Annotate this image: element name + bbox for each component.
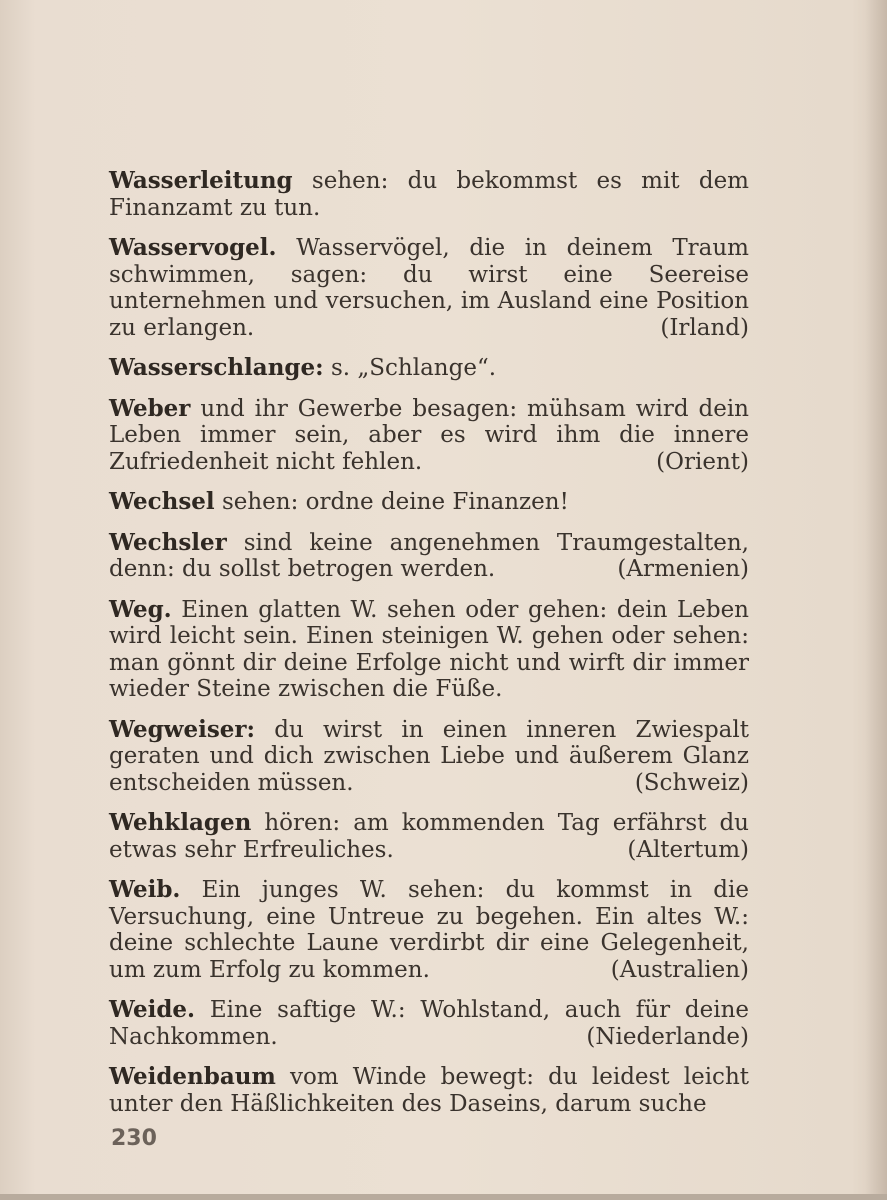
headword: Wechsler bbox=[109, 528, 227, 556]
entry-source: (Irland) bbox=[660, 314, 749, 341]
entry-weide bbox=[109, 997, 749, 1050]
entry-source: (Altertum) bbox=[627, 836, 749, 863]
entry-text: und ihr Gewerbe besagen: mühsam wird dein Leben immer sein, aber es wird ihm die innere Zufriedenheit nicht fehlen. bbox=[109, 395, 749, 475]
entry-weber bbox=[109, 396, 749, 476]
entry-wegweiser bbox=[109, 717, 749, 797]
entry-text: Einen glatten W. sehen oder gehen: dein Leben wird leicht sein. Einen steinigen W. gehen oder sehen: man gönnt dir deine Erfolge nicht und wirft dir immer wieder Steine zwischen die Füße. bbox=[109, 596, 749, 702]
entry-wechsler bbox=[109, 530, 749, 583]
entry-text: hören: am kommenden Tag erfährst du etwas sehr Erfreuliches. bbox=[109, 810, 749, 863]
entry-text: sehen: ordne deine Finanzen! bbox=[214, 489, 569, 515]
entry-wasserleitung bbox=[109, 168, 749, 221]
entry-weidenbaum bbox=[109, 1064, 749, 1117]
entry-weib bbox=[109, 877, 749, 983]
entry-text: s. „Schlange“. bbox=[323, 355, 497, 381]
entry-text: sind keine angenehmen Traumgestalten, denn: du sollst betrogen werden. bbox=[109, 529, 749, 582]
headword: Wehklagen bbox=[109, 809, 252, 836]
headword: Weg. bbox=[109, 595, 172, 623]
entry-weg bbox=[109, 597, 749, 703]
headword: Wechsel bbox=[109, 488, 215, 515]
headword: Wasserleitung bbox=[109, 167, 293, 194]
headword: Wasserschlange: bbox=[109, 354, 324, 381]
headword: Wegweiser: bbox=[109, 715, 256, 743]
dictionary-column bbox=[109, 168, 749, 1131]
page-edge-shadow bbox=[865, 0, 887, 1200]
entry-wasserschlange bbox=[109, 355, 749, 382]
entry-text: vom Winde bewegt: du leidest leicht unter den Häßlichkeiten des Daseins, darum suche bbox=[109, 1064, 749, 1117]
page-bottom-edge bbox=[0, 1194, 887, 1200]
entry-wehklagen bbox=[109, 810, 749, 863]
entry-text: Wasservögel, die in deinem Traum schwimmen, sagen: du wirst eine Seereise unternehmen und versuchen, im Ausland eine Position zu erlangen. bbox=[109, 235, 749, 341]
entry-text: sehen: du bekommst es mit dem Finanzamt zu tun. bbox=[109, 168, 749, 221]
headword: Wasservogel. bbox=[109, 234, 277, 261]
headword: Weber bbox=[109, 394, 191, 422]
headword: Weidenbaum bbox=[109, 1063, 276, 1090]
page-number: 230 bbox=[111, 1126, 157, 1151]
headword: Weide. bbox=[109, 996, 196, 1023]
entry-source: (Schweiz) bbox=[634, 769, 749, 796]
entry-wechsel bbox=[109, 489, 749, 516]
entry-source: (Orient) bbox=[656, 448, 749, 475]
entry-source: (Australien) bbox=[610, 956, 749, 983]
entry-text: Ein junges W. sehen: du kommst in die Versuchung, eine Untreue zu begehen. Ein altes W.: deine schlechte Laune verdirbt dir eine Gelegenheit, um zum Erfolg zu kommen. bbox=[109, 877, 749, 983]
entry-text: Eine saftige W.: Wohlstand, auch für deine Nachkommen. bbox=[109, 997, 749, 1050]
entry-text: du wirst in einen inneren Zwiespalt geraten und dich zwischen Liebe und äußerem Glanz entscheiden müssen. bbox=[109, 716, 749, 796]
entry-wasservogel bbox=[109, 235, 749, 341]
entry-source: (Armenien) bbox=[617, 556, 749, 582]
entry-source: (Niederlande) bbox=[586, 1023, 749, 1050]
headword: Weib. bbox=[109, 876, 181, 903]
